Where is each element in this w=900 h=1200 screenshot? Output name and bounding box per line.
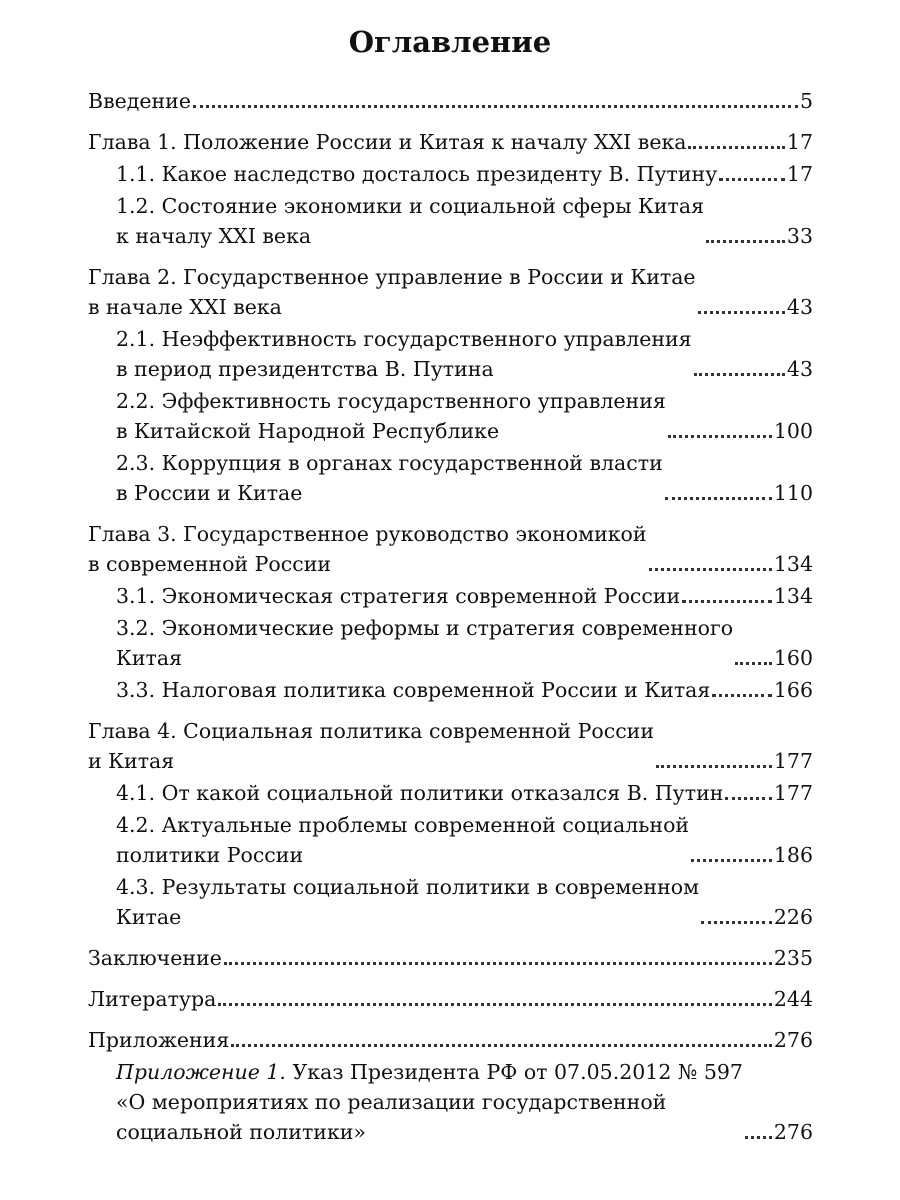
- toc-entry-text: 2.2. Эффективность государственного управления в Китайской Народной Республике: [116, 389, 666, 443]
- dot-leader: [688, 146, 784, 149]
- dot-leader: [745, 1136, 772, 1139]
- toc-entry-text: 2.3. Коррупция в органах государственной власти в России и Китае: [116, 451, 663, 505]
- dot-leader: [218, 1003, 772, 1006]
- toc-page-number: 276: [773, 1028, 813, 1052]
- toc-entry-section-4-1[interactable]: [88, 778, 813, 808]
- toc-page-number: 43: [786, 295, 813, 319]
- toc-entry-text: 3.3. Налоговая политика современной России и Китая: [116, 678, 711, 702]
- appendix-prefix: Приложение 1.: [116, 1060, 286, 1084]
- toc-entry-text: 4.1. От какой социальной политики отказался В. Путин: [116, 781, 724, 805]
- toc-entry-introduction[interactable]: [88, 86, 813, 116]
- toc-entry-section-2-2[interactable]: [88, 386, 813, 446]
- toc-entry-section-3-1[interactable]: [88, 581, 813, 611]
- toc-entry-text: 1.1. Какое наследство досталось президенту В. Путину: [116, 162, 718, 186]
- toc-entry-text: Глава 1. Положение России и Китая к началу XXI века: [88, 130, 687, 154]
- dot-leader: [649, 568, 772, 571]
- dot-leader: [701, 921, 772, 924]
- toc-entry-chapter-4[interactable]: [88, 716, 813, 776]
- toc-entry-section-3-2[interactable]: [88, 613, 813, 673]
- toc-entry-appendix-1[interactable]: [88, 1057, 813, 1147]
- toc-page-number: 226: [773, 905, 813, 929]
- toc-entry-text: 3.1. Экономическая стратегия современной России: [116, 584, 681, 608]
- toc-page-number: 186: [773, 843, 813, 867]
- toc-entry-chapter-3[interactable]: [88, 519, 813, 579]
- toc-entry-literature[interactable]: [88, 984, 813, 1014]
- toc-entry-text: 4.3. Результаты социальной политики в современном Китае: [116, 875, 700, 929]
- toc-entry-text: Введение: [88, 89, 191, 113]
- toc-page-number: 166: [773, 678, 813, 702]
- dot-leader: [668, 435, 772, 438]
- toc-page-number: 17: [786, 162, 813, 186]
- dot-leader: [719, 178, 785, 181]
- toc-page-number: 43: [786, 357, 813, 381]
- toc-page-number: 33: [786, 224, 813, 248]
- dot-leader: [656, 765, 772, 768]
- toc-entry-text: Глава 3. Государственное руководство экономикой в современной России: [88, 522, 647, 576]
- table-of-contents: [88, 86, 813, 1147]
- toc-page-number: 160: [773, 646, 813, 670]
- toc-entry-text: Приложения: [88, 1028, 230, 1052]
- dot-leader: [691, 859, 772, 862]
- dot-leader: [735, 662, 772, 665]
- toc-entry-text: 3.2. Экономические реформы и стратегия современного Китая: [116, 616, 734, 670]
- toc-page-number: 276: [773, 1120, 813, 1144]
- toc-entry-section-2-1[interactable]: [88, 324, 813, 384]
- dot-leader: [706, 240, 785, 243]
- toc-entry-section-3-3[interactable]: [88, 675, 813, 705]
- dot-leader: [694, 373, 785, 376]
- toc-entry-text: Глава 4. Социальная политика современной России и Китая: [88, 719, 655, 773]
- page-title: Оглавление: [348, 25, 552, 59]
- toc-entry-text: Глава 2. Государственное управление в России и Китае в начале XXI века: [88, 265, 696, 319]
- toc-page-number: 134: [773, 552, 813, 576]
- appendix-title: Указ Президента РФ от 07.05.2012 № 597 «О мероприятиях по реализации государственной социальной политики»: [116, 1060, 743, 1144]
- toc-entry-text: 4.2. Актуальные проблемы современной социальной политики России: [116, 813, 690, 867]
- toc-entry-conclusion[interactable]: [88, 943, 813, 973]
- toc-page-number: 134: [773, 584, 813, 608]
- toc-entry-text: Литература: [88, 987, 217, 1011]
- toc-page-number: 17: [786, 130, 813, 154]
- toc-page-number: 110: [773, 481, 813, 505]
- toc-entry-text: [116, 1057, 743, 1147]
- toc-entry-text: 2.1. Неэффективность государственного управления в период президентства В. Путина: [116, 327, 692, 381]
- dot-leader: [725, 797, 771, 800]
- toc-entry-appendices[interactable]: [88, 1025, 813, 1055]
- toc-entry-section-1-1[interactable]: [88, 159, 813, 189]
- dot-leader: [698, 311, 785, 314]
- dot-leader: [224, 962, 772, 965]
- toc-page-number: 100: [773, 419, 813, 443]
- toc-entry-section-1-2[interactable]: [88, 191, 813, 251]
- dot-leader: [682, 600, 772, 603]
- toc-page-number: 177: [773, 749, 813, 773]
- dot-leader: [712, 694, 772, 697]
- dot-leader: [193, 105, 798, 108]
- toc-entry-text: Заключение: [88, 946, 222, 970]
- dot-leader: [665, 497, 772, 500]
- toc-entry-chapter-2[interactable]: [88, 262, 813, 322]
- toc-entry-text: 1.2. Состояние экономики и социальной сферы Китая к началу XXI века: [116, 194, 705, 248]
- toc-page-number: 177: [773, 781, 813, 805]
- toc-entry-chapter-1[interactable]: [88, 127, 813, 157]
- toc-entry-section-4-3[interactable]: [88, 872, 813, 932]
- toc-page-number: 244: [773, 987, 813, 1011]
- toc-entry-section-2-3[interactable]: [88, 448, 813, 508]
- dot-leader: [231, 1044, 772, 1047]
- toc-page-number: 235: [773, 946, 813, 970]
- toc-page-number: 5: [799, 89, 813, 113]
- toc-entry-section-4-2[interactable]: [88, 810, 813, 870]
